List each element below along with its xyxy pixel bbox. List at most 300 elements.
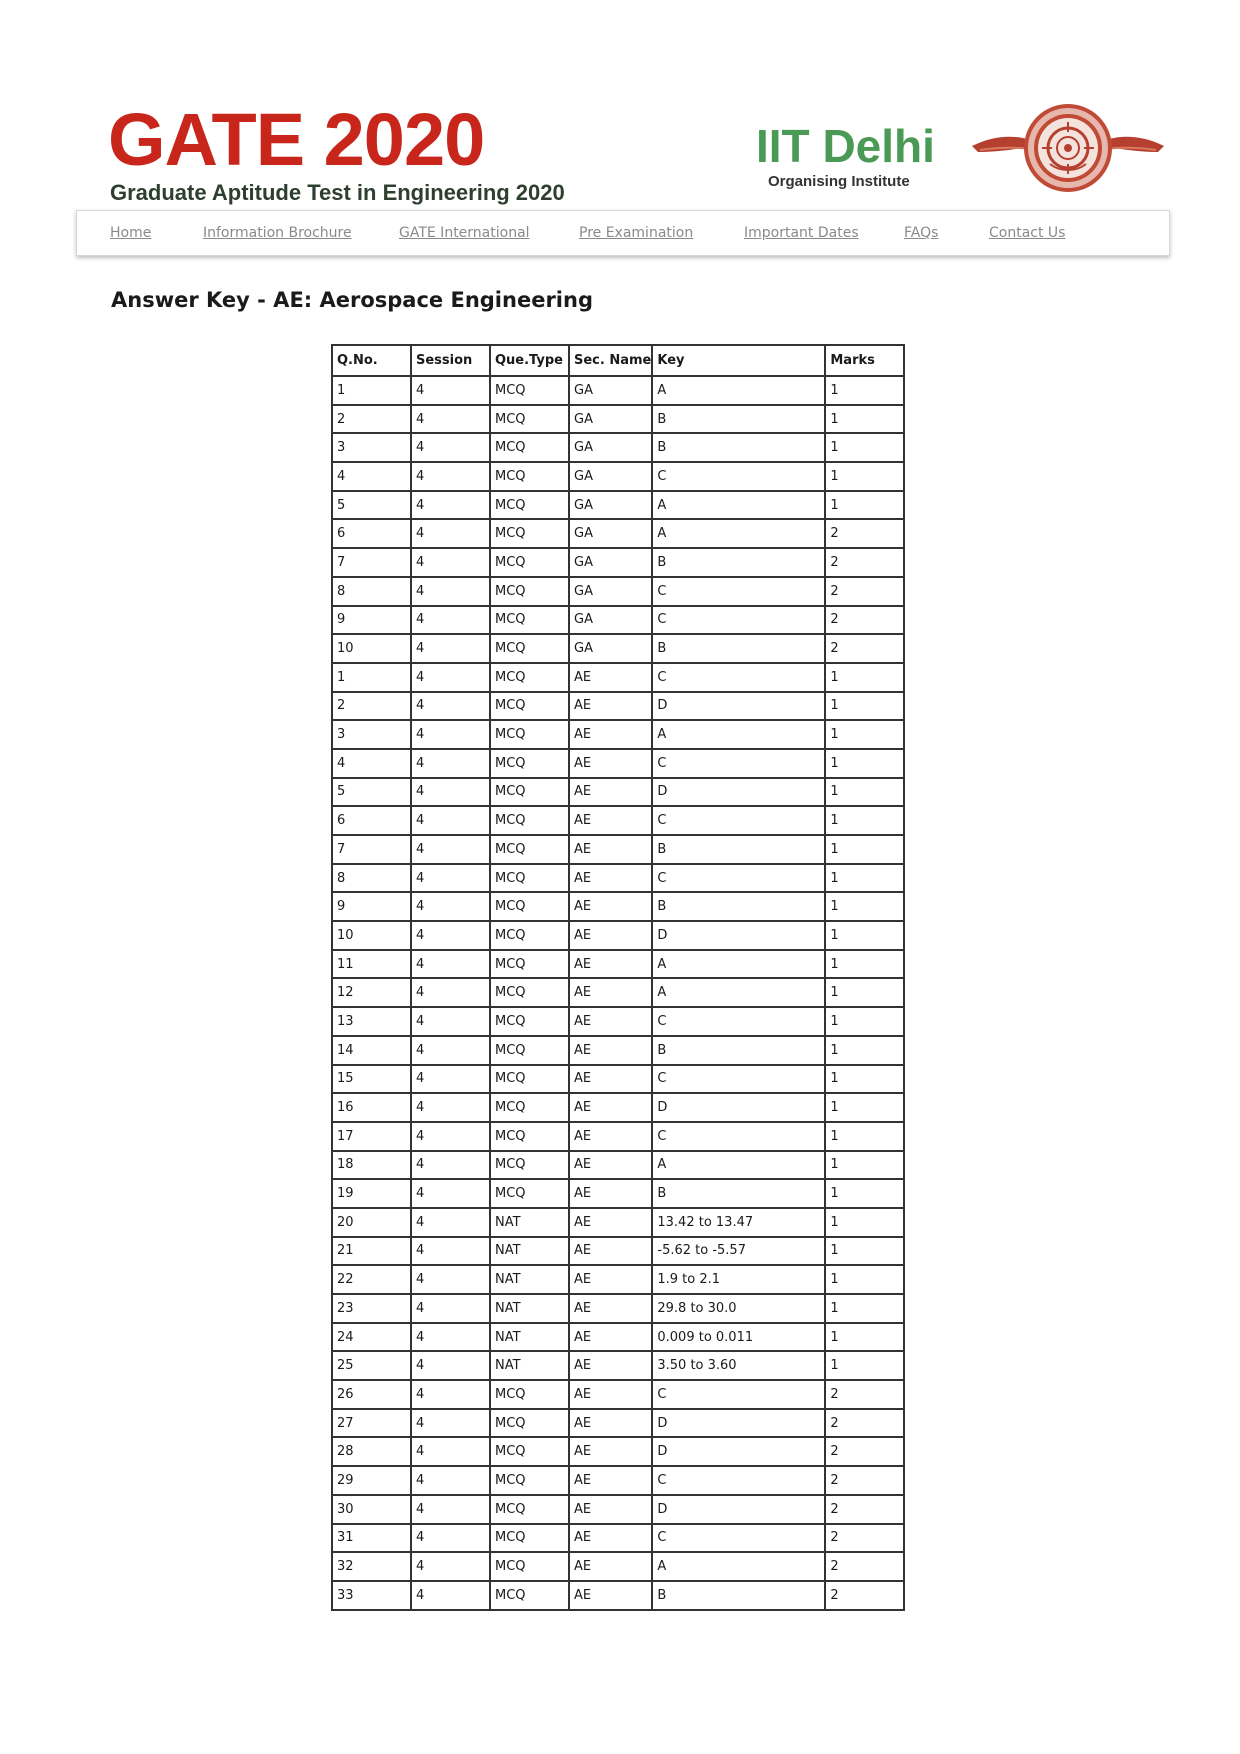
- cell-key: A: [653, 979, 826, 1008]
- cell-key: 0.009 to 0.011: [653, 1324, 826, 1353]
- cell-key: D: [653, 1410, 826, 1439]
- table-row: [333, 1381, 905, 1410]
- cell-qno: 15: [333, 1066, 412, 1095]
- cell-key: B: [653, 434, 826, 463]
- cell-key: C: [653, 607, 826, 636]
- cell-sec-name: AE: [570, 807, 653, 836]
- cell-marks: 2: [826, 1438, 905, 1467]
- cell-sec-name: AE: [570, 1037, 653, 1066]
- column-header-session: Session: [412, 346, 491, 377]
- cell-sec-name: AE: [570, 1008, 653, 1037]
- cell-marks: 1: [826, 1094, 905, 1123]
- cell-marks: 2: [826, 1496, 905, 1525]
- cell-qno: 10: [333, 922, 412, 951]
- cell-session: 4: [412, 463, 491, 492]
- institute-name: IIT Delhi: [756, 120, 935, 172]
- table-row: [333, 836, 905, 865]
- cell-session: 4: [412, 1094, 491, 1123]
- cell-que-type: MCQ: [491, 434, 570, 463]
- cell-session: 4: [412, 836, 491, 865]
- cell-key: A: [653, 492, 826, 521]
- nav-faqs[interactable]: FAQs: [904, 225, 939, 241]
- cell-session: 4: [412, 1238, 491, 1267]
- cell-session: 4: [412, 893, 491, 922]
- gate-subtitle: Graduate Aptitude Test in Engineering 2020: [110, 180, 565, 205]
- institute-role: Organising Institute: [768, 173, 910, 190]
- cell-que-type: MCQ: [491, 1152, 570, 1181]
- table-row: [333, 779, 905, 808]
- nav-information-brochure[interactable]: Information Brochure: [203, 225, 352, 241]
- cell-key: A: [653, 1152, 826, 1181]
- cell-que-type: MCQ: [491, 1467, 570, 1496]
- cell-session: 4: [412, 1152, 491, 1181]
- cell-session: 4: [412, 1037, 491, 1066]
- cell-session: 4: [412, 721, 491, 750]
- cell-key: D: [653, 1496, 826, 1525]
- cell-marks: 2: [826, 1381, 905, 1410]
- table-row: [333, 721, 905, 750]
- cell-session: 4: [412, 377, 491, 406]
- cell-key: C: [653, 578, 826, 607]
- table-body: [333, 377, 905, 1611]
- table-row: [333, 1582, 905, 1611]
- cell-marks: 1: [826, 836, 905, 865]
- cell-que-type: NAT: [491, 1266, 570, 1295]
- cell-qno: 21: [333, 1238, 412, 1267]
- cell-key: A: [653, 1553, 826, 1582]
- cell-marks: 2: [826, 1410, 905, 1439]
- cell-que-type: NAT: [491, 1238, 570, 1267]
- cell-qno: 22: [333, 1266, 412, 1295]
- cell-sec-name: AE: [570, 1553, 653, 1582]
- cell-marks: 2: [826, 578, 905, 607]
- cell-key: D: [653, 1094, 826, 1123]
- table-row: [333, 635, 905, 664]
- cell-que-type: MCQ: [491, 750, 570, 779]
- cell-session: 4: [412, 693, 491, 722]
- cell-marks: 1: [826, 1152, 905, 1181]
- table-row: [333, 922, 905, 951]
- cell-que-type: MCQ: [491, 1094, 570, 1123]
- cell-session: 4: [412, 865, 491, 894]
- cell-key: B: [653, 635, 826, 664]
- cell-session: 4: [412, 1496, 491, 1525]
- cell-session: 4: [412, 1066, 491, 1095]
- cell-session: 4: [412, 1438, 491, 1467]
- cell-que-type: MCQ: [491, 1582, 570, 1611]
- cell-sec-name: AE: [570, 951, 653, 980]
- table-row: [333, 1037, 905, 1066]
- cell-sec-name: AE: [570, 721, 653, 750]
- cell-sec-name: AE: [570, 979, 653, 1008]
- table-row: [333, 578, 905, 607]
- cell-qno: 14: [333, 1037, 412, 1066]
- cell-session: 4: [412, 549, 491, 578]
- cell-key: D: [653, 779, 826, 808]
- cell-marks: 1: [826, 979, 905, 1008]
- table-row: [333, 1352, 905, 1381]
- cell-key: B: [653, 1180, 826, 1209]
- table-row: [333, 406, 905, 435]
- cell-sec-name: AE: [570, 1352, 653, 1381]
- cell-que-type: MCQ: [491, 549, 570, 578]
- cell-que-type: MCQ: [491, 693, 570, 722]
- cell-session: 4: [412, 664, 491, 693]
- cell-marks: 1: [826, 893, 905, 922]
- cell-qno: 2: [333, 693, 412, 722]
- cell-qno: 30: [333, 1496, 412, 1525]
- cell-session: 4: [412, 750, 491, 779]
- cell-sec-name: AE: [570, 779, 653, 808]
- cell-que-type: MCQ: [491, 406, 570, 435]
- cell-key: 13.42 to 13.47: [653, 1209, 826, 1238]
- iit-delhi-emblem-icon: [970, 102, 1166, 198]
- table-row: [333, 463, 905, 492]
- cell-marks: 1: [826, 377, 905, 406]
- cell-key: -5.62 to -5.57: [653, 1238, 826, 1267]
- cell-session: 4: [412, 951, 491, 980]
- table-row: [333, 1525, 905, 1554]
- cell-marks: 1: [826, 492, 905, 521]
- table-row: [333, 664, 905, 693]
- table-row: [333, 434, 905, 463]
- table-row: [333, 1209, 905, 1238]
- cell-sec-name: AE: [570, 1381, 653, 1410]
- cell-marks: 2: [826, 1467, 905, 1496]
- cell-qno: 12: [333, 979, 412, 1008]
- cell-sec-name: AE: [570, 1295, 653, 1324]
- cell-que-type: MCQ: [491, 1008, 570, 1037]
- cell-qno: 28: [333, 1438, 412, 1467]
- cell-marks: 1: [826, 750, 905, 779]
- cell-qno: 1: [333, 664, 412, 693]
- cell-qno: 9: [333, 893, 412, 922]
- page-header: [0, 0, 1240, 210]
- cell-session: 4: [412, 1008, 491, 1037]
- cell-marks: 2: [826, 1582, 905, 1611]
- cell-que-type: MCQ: [491, 836, 570, 865]
- cell-qno: 6: [333, 807, 412, 836]
- table-row: [333, 1152, 905, 1181]
- nav-home[interactable]: Home: [110, 225, 152, 241]
- cell-qno: 8: [333, 578, 412, 607]
- cell-qno: 5: [333, 779, 412, 808]
- cell-que-type: MCQ: [491, 893, 570, 922]
- column-header-qno: Q.No.: [333, 346, 412, 377]
- cell-qno: 4: [333, 463, 412, 492]
- cell-session: 4: [412, 434, 491, 463]
- cell-sec-name: AE: [570, 1180, 653, 1209]
- gate-title: GATE 2020: [108, 98, 485, 181]
- column-header-marks: Marks: [826, 346, 905, 377]
- nav-contact-us[interactable]: Contact Us: [989, 225, 1066, 241]
- cell-que-type: MCQ: [491, 1037, 570, 1066]
- cell-session: 4: [412, 492, 491, 521]
- cell-que-type: MCQ: [491, 979, 570, 1008]
- table-row: [333, 979, 905, 1008]
- table-row: [333, 893, 905, 922]
- cell-session: 4: [412, 1582, 491, 1611]
- table-row: [333, 1066, 905, 1095]
- cell-sec-name: AE: [570, 1152, 653, 1181]
- cell-marks: 2: [826, 1553, 905, 1582]
- cell-key: C: [653, 1525, 826, 1554]
- table-row: [333, 1553, 905, 1582]
- cell-marks: 1: [826, 1209, 905, 1238]
- table-row: [333, 1438, 905, 1467]
- cell-sec-name: AE: [570, 1467, 653, 1496]
- cell-marks: 1: [826, 463, 905, 492]
- cell-qno: 7: [333, 549, 412, 578]
- cell-sec-name: AE: [570, 1438, 653, 1467]
- cell-session: 4: [412, 1209, 491, 1238]
- cell-que-type: MCQ: [491, 1553, 570, 1582]
- table-header: [333, 346, 905, 377]
- cell-sec-name: AE: [570, 1410, 653, 1439]
- cell-que-type: MCQ: [491, 1410, 570, 1439]
- cell-sec-name: AE: [570, 836, 653, 865]
- table-row: [333, 607, 905, 636]
- cell-session: 4: [412, 1123, 491, 1152]
- cell-marks: 1: [826, 865, 905, 894]
- cell-sec-name: GA: [570, 463, 653, 492]
- cell-marks: 2: [826, 635, 905, 664]
- cell-qno: 27: [333, 1410, 412, 1439]
- table-row: [333, 807, 905, 836]
- cell-marks: 1: [826, 1324, 905, 1353]
- cell-session: 4: [412, 1553, 491, 1582]
- table-row: [333, 549, 905, 578]
- cell-key: D: [653, 922, 826, 951]
- cell-marks: 1: [826, 1238, 905, 1267]
- table-row: [333, 492, 905, 521]
- cell-key: B: [653, 549, 826, 578]
- cell-sec-name: AE: [570, 1496, 653, 1525]
- cell-marks: 2: [826, 607, 905, 636]
- cell-sec-name: AE: [570, 893, 653, 922]
- table-row: [333, 1496, 905, 1525]
- cell-session: 4: [412, 1352, 491, 1381]
- cell-qno: 25: [333, 1352, 412, 1381]
- cell-qno: 10: [333, 635, 412, 664]
- cell-qno: 31: [333, 1525, 412, 1554]
- cell-qno: 1: [333, 377, 412, 406]
- cell-qno: 9: [333, 607, 412, 636]
- cell-que-type: MCQ: [491, 1123, 570, 1152]
- cell-session: 4: [412, 1266, 491, 1295]
- cell-que-type: MCQ: [491, 1525, 570, 1554]
- cell-marks: 1: [826, 807, 905, 836]
- cell-marks: 1: [826, 951, 905, 980]
- cell-sec-name: AE: [570, 1209, 653, 1238]
- cell-sec-name: AE: [570, 865, 653, 894]
- cell-sec-name: AE: [570, 1324, 653, 1353]
- cell-session: 4: [412, 1467, 491, 1496]
- cell-session: 4: [412, 1381, 491, 1410]
- cell-key: B: [653, 406, 826, 435]
- cell-qno: 17: [333, 1123, 412, 1152]
- cell-que-type: NAT: [491, 1295, 570, 1324]
- cell-key: A: [653, 721, 826, 750]
- cell-session: 4: [412, 1525, 491, 1554]
- main-navigation: [76, 210, 1170, 256]
- cell-sec-name: AE: [570, 664, 653, 693]
- table-row: [333, 1238, 905, 1267]
- cell-sec-name: GA: [570, 406, 653, 435]
- cell-session: 4: [412, 520, 491, 549]
- answer-key-table: [331, 344, 905, 1611]
- cell-session: 4: [412, 1180, 491, 1209]
- cell-qno: 23: [333, 1295, 412, 1324]
- cell-marks: 1: [826, 1295, 905, 1324]
- cell-qno: 29: [333, 1467, 412, 1496]
- cell-session: 4: [412, 635, 491, 664]
- cell-key: A: [653, 951, 826, 980]
- cell-marks: 1: [826, 1008, 905, 1037]
- cell-que-type: MCQ: [491, 1180, 570, 1209]
- cell-key: C: [653, 1066, 826, 1095]
- cell-marks: 1: [826, 1066, 905, 1095]
- cell-que-type: MCQ: [491, 1438, 570, 1467]
- column-header-key: Key: [653, 346, 826, 377]
- table-row: [333, 1295, 905, 1324]
- cell-sec-name: AE: [570, 1094, 653, 1123]
- cell-marks: 1: [826, 1266, 905, 1295]
- nav-pre-examination[interactable]: Pre Examination: [579, 225, 694, 241]
- cell-sec-name: GA: [570, 520, 653, 549]
- table-row: [333, 1008, 905, 1037]
- cell-sec-name: GA: [570, 549, 653, 578]
- cell-key: C: [653, 1008, 826, 1037]
- header-row: [333, 346, 905, 377]
- cell-key: B: [653, 836, 826, 865]
- cell-session: 4: [412, 922, 491, 951]
- cell-sec-name: GA: [570, 635, 653, 664]
- page-heading: Answer Key - AE: Aerospace Engineering: [111, 288, 593, 312]
- cell-key: C: [653, 664, 826, 693]
- cell-que-type: MCQ: [491, 1496, 570, 1525]
- cell-session: 4: [412, 406, 491, 435]
- cell-marks: 2: [826, 520, 905, 549]
- cell-key: C: [653, 1467, 826, 1496]
- cell-marks: 1: [826, 721, 905, 750]
- cell-key: B: [653, 1582, 826, 1611]
- cell-qno: 3: [333, 721, 412, 750]
- cell-marks: 1: [826, 693, 905, 722]
- cell-marks: 1: [826, 779, 905, 808]
- cell-marks: 1: [826, 922, 905, 951]
- cell-qno: 5: [333, 492, 412, 521]
- cell-qno: 16: [333, 1094, 412, 1123]
- cell-que-type: MCQ: [491, 807, 570, 836]
- cell-session: 4: [412, 1410, 491, 1439]
- cell-que-type: NAT: [491, 1209, 570, 1238]
- cell-qno: 18: [333, 1152, 412, 1181]
- cell-qno: 6: [333, 520, 412, 549]
- cell-key: C: [653, 865, 826, 894]
- nav-gate-international[interactable]: GATE International: [399, 225, 530, 241]
- nav-important-dates[interactable]: Important Dates: [744, 225, 859, 241]
- cell-key: 1.9 to 2.1: [653, 1266, 826, 1295]
- cell-key: 3.50 to 3.60: [653, 1352, 826, 1381]
- cell-sec-name: AE: [570, 1123, 653, 1152]
- table-row: [333, 1467, 905, 1496]
- cell-session: 4: [412, 779, 491, 808]
- cell-session: 4: [412, 607, 491, 636]
- column-header-sec-name: Sec. Name: [570, 346, 653, 377]
- cell-sec-name: AE: [570, 1266, 653, 1295]
- cell-qno: 11: [333, 951, 412, 980]
- cell-sec-name: GA: [570, 377, 653, 406]
- cell-que-type: MCQ: [491, 951, 570, 980]
- cell-sec-name: GA: [570, 434, 653, 463]
- table-row: [333, 951, 905, 980]
- cell-key: A: [653, 377, 826, 406]
- cell-que-type: MCQ: [491, 664, 570, 693]
- cell-marks: 1: [826, 1037, 905, 1066]
- table-row: [333, 865, 905, 894]
- cell-marks: 2: [826, 1525, 905, 1554]
- cell-sec-name: AE: [570, 1525, 653, 1554]
- cell-que-type: MCQ: [491, 520, 570, 549]
- cell-marks: 1: [826, 1352, 905, 1381]
- cell-session: 4: [412, 979, 491, 1008]
- cell-que-type: MCQ: [491, 463, 570, 492]
- cell-key: D: [653, 1438, 826, 1467]
- cell-key: B: [653, 1037, 826, 1066]
- cell-key: C: [653, 807, 826, 836]
- table-row: [333, 520, 905, 549]
- cell-que-type: MCQ: [491, 377, 570, 406]
- table-row: [333, 1123, 905, 1152]
- table-row: [333, 1324, 905, 1353]
- table-row: [333, 1180, 905, 1209]
- cell-key: C: [653, 1381, 826, 1410]
- cell-session: 4: [412, 1295, 491, 1324]
- cell-qno: 8: [333, 865, 412, 894]
- table-row: [333, 750, 905, 779]
- cell-sec-name: AE: [570, 922, 653, 951]
- cell-sec-name: GA: [570, 607, 653, 636]
- cell-qno: 24: [333, 1324, 412, 1353]
- table-row: [333, 1266, 905, 1295]
- cell-marks: 1: [826, 1180, 905, 1209]
- cell-que-type: NAT: [491, 1352, 570, 1381]
- table-row: [333, 693, 905, 722]
- cell-session: 4: [412, 807, 491, 836]
- cell-session: 4: [412, 578, 491, 607]
- cell-marks: 1: [826, 1123, 905, 1152]
- cell-que-type: MCQ: [491, 922, 570, 951]
- cell-sec-name: GA: [570, 492, 653, 521]
- cell-marks: 2: [826, 549, 905, 578]
- cell-que-type: MCQ: [491, 635, 570, 664]
- cell-marks: 1: [826, 434, 905, 463]
- cell-marks: 1: [826, 406, 905, 435]
- cell-key: A: [653, 520, 826, 549]
- cell-qno: 2: [333, 406, 412, 435]
- cell-sec-name: AE: [570, 693, 653, 722]
- cell-que-type: MCQ: [491, 607, 570, 636]
- cell-key: B: [653, 893, 826, 922]
- cell-que-type: MCQ: [491, 779, 570, 808]
- cell-qno: 4: [333, 750, 412, 779]
- cell-que-type: MCQ: [491, 865, 570, 894]
- cell-key: 29.8 to 30.0: [653, 1295, 826, 1324]
- cell-key: C: [653, 750, 826, 779]
- cell-qno: 7: [333, 836, 412, 865]
- cell-que-type: MCQ: [491, 1381, 570, 1410]
